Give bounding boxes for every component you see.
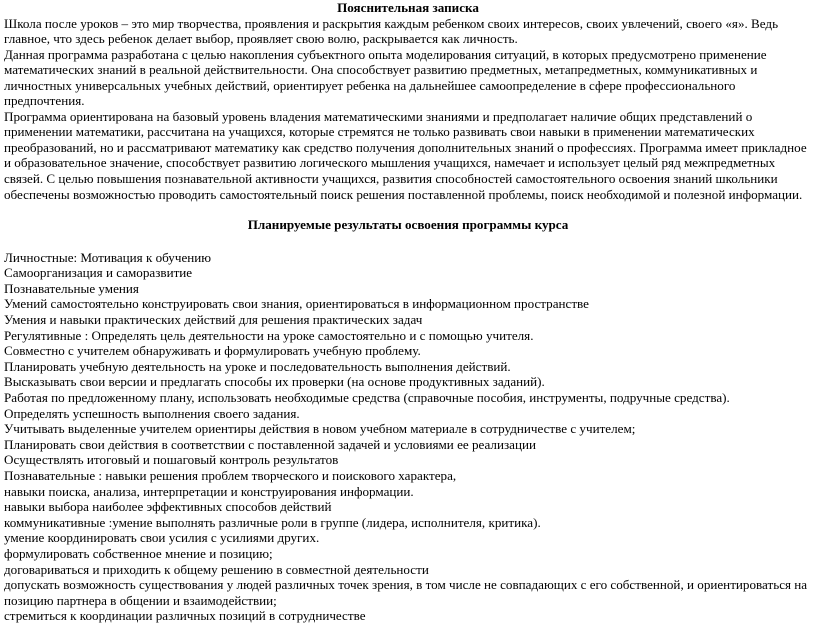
paragraph-program-purpose: Данная программа разработана с целью накопления субъектного опыта моделирования ситуаций, в которых предусмотрено применение математических знаний в реальной действительности. Она способствует развитию предметных, метапредметных, коммуникативных и личностных универсальных учебных действий, ориентирует ребенка на дальнейшее самоопределение в сфере профессионального предпочтения.	[4, 46, 767, 109]
result-line: Познавательные : навыки решения проблем творческого и поискового характера,	[4, 467, 457, 483]
result-line: Определять успешность выполнения своего задания.	[4, 405, 300, 421]
result-line: договариваться и приходить к общему решению в совместной деятельности	[4, 561, 429, 577]
result-line: формулировать собственное мнение и позицию;	[4, 545, 273, 561]
result-line: Умений самостоятельно конструировать свои знания, ориентироваться в информационном пространстве	[4, 296, 589, 312]
result-line: Осуществлять итоговый и пошаговый контроль результатов	[4, 452, 339, 468]
result-line: Учитывать выделенные учителем ориентиры действия в новом учебном материале в сотрудничестве с учителем;	[4, 421, 636, 437]
paragraph-program-orientation: Программа ориентирована на базовый уровень владения математическими знаниями и предполагает наличие общих представлений о применении математики, рассчитана на учащихся, которые стремятся не только развивать свои навыки в применении математических преобразований, но и рассматривают математику как средство получения дополнительных знаний о профессиях. Программа имеет прикладное и образовательное значение, способствует развитию логического мышления учащихся, намечает и использует целый ряд межпредметных связей. С целью повышения познавательной активности учащихся, развития способностей самостоятельного освоения знаний школьники обеспечены возможностью проводить самостоятельный поиск решения поставленной проблемы, поиск необходимой и полезной информации.	[4, 108, 807, 202]
result-line: умение координировать свои усилия с усилиями других.	[4, 530, 320, 546]
result-line: Личностные: Мотивация к обучению	[4, 249, 212, 265]
result-line: Высказывать свои версии и предлагать способы их проверки (на основе продуктивных заданий).	[4, 374, 545, 390]
result-line: коммуникативные :умение выполнять различные роли в группе (лидера, исполнителя, критика).	[4, 514, 541, 530]
section-title-results: Планируемые результаты освоения программы курса	[247, 217, 569, 233]
result-line: навыки поиска, анализа, интерпретации и конструирования информации.	[4, 483, 414, 499]
result-line: Самоорганизация и саморазвитие	[4, 265, 193, 281]
result-line: Планировать учебную деятельность на уроке и последовательность выполнения действий.	[4, 358, 511, 374]
result-line: Работая по предложенному плану, использовать необходимые средства (справочные пособия, инструменты, подручные средства).	[4, 390, 730, 405]
result-line: допускать возможность существования у людей различных точек зрения, в том числе не совпадающих с его собственной, и ориентироваться на позицию партнера в общении и взаимодействии;	[4, 577, 808, 608]
result-line: Совместно с учителем обнаруживать и формулировать учебную проблему.	[4, 343, 421, 359]
result-line: Познавательные умения	[4, 280, 139, 296]
result-line: стремиться к координации различных позиций в сотрудничестве	[4, 608, 366, 624]
result-line: Планировать свои действия в соответствии с поставленной задачей и условиями ее реализации	[4, 436, 536, 452]
result-line: Регулятивные : Определять цель деятельности на уроке самостоятельно и с помощью учителя.	[4, 327, 534, 343]
document-title: Пояснительная записка	[337, 0, 479, 15]
result-line: Умения и навыки практических действий для решения практических задач	[4, 312, 423, 328]
paragraph-intro: Школа после уроков – это мир творчества, проявления и раскрытия каждым ребенком своих интересов, своих увлечений, своего «я». Ведь главное, что здесь ребенок делает выбор, проявляет свою волю, раскрывается как личность.	[4, 15, 779, 47]
results-list	[4, 250, 812, 624]
result-line: навыки выбора наиболее эффективных способов действий	[4, 499, 332, 515]
